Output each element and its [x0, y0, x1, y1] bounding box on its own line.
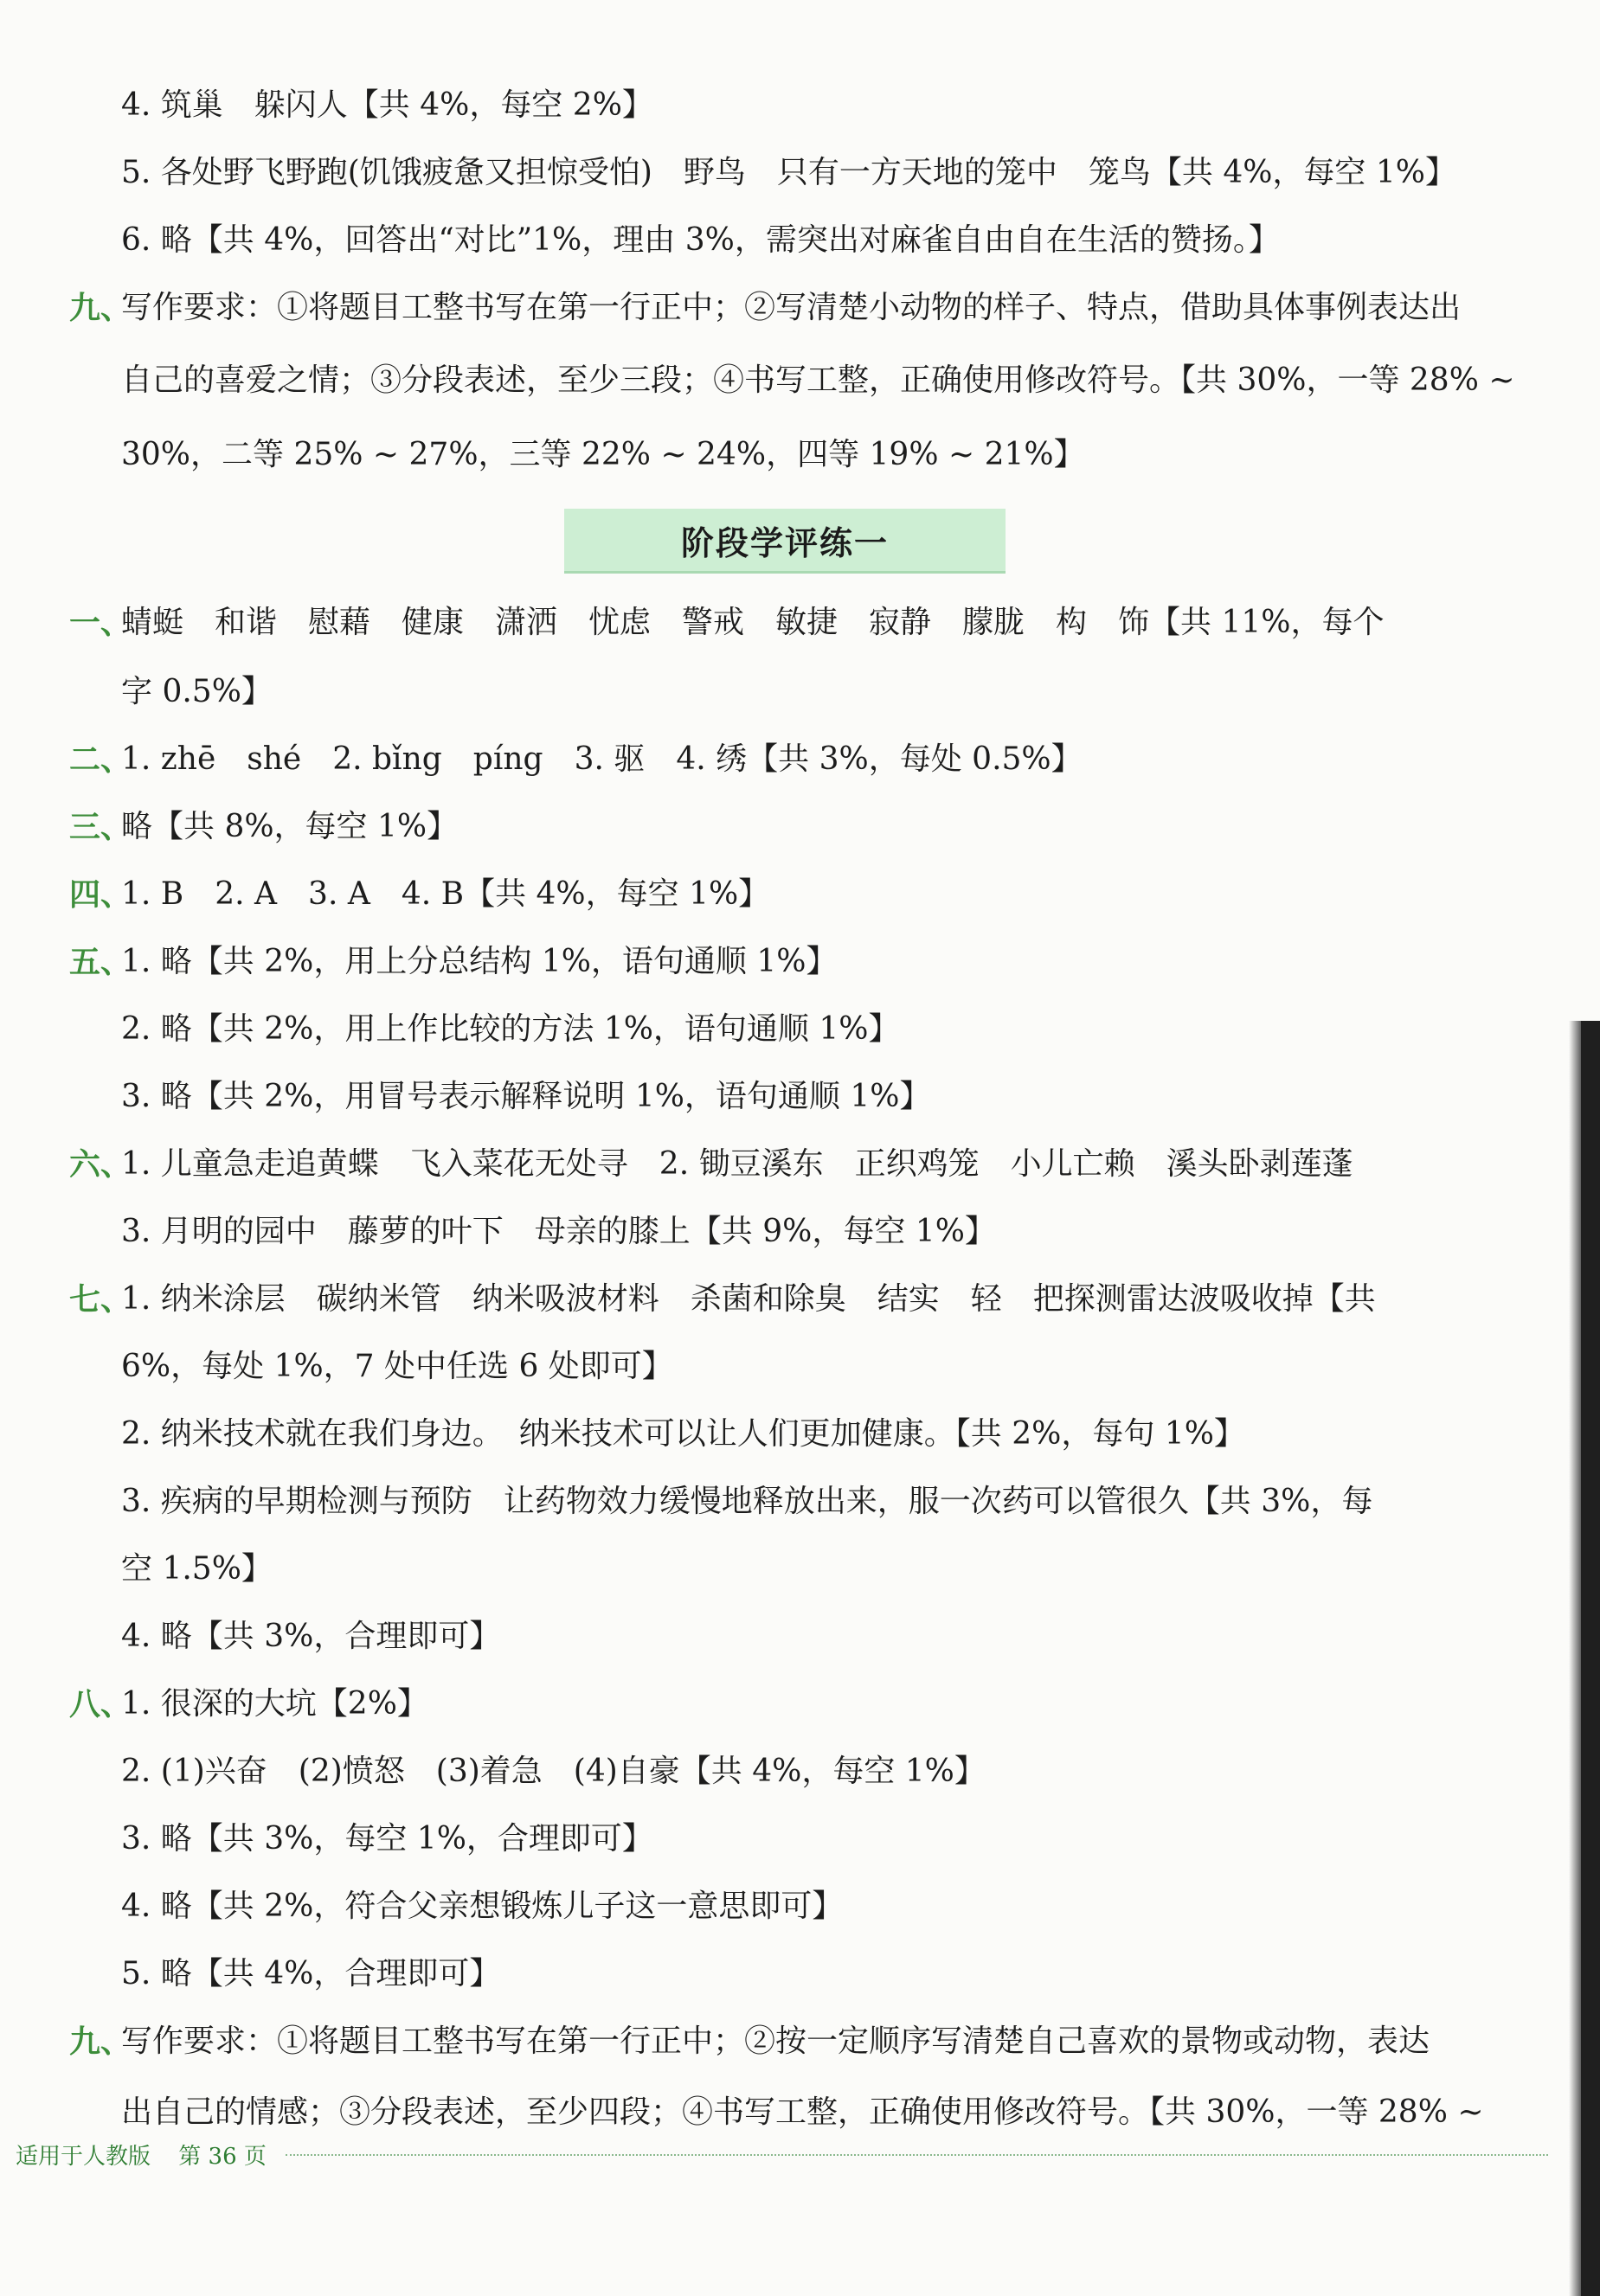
answer-text: 4. 略【共 2%，符合父亲想锻炼儿子这一意思即可】: [121, 1889, 844, 1924]
question-number: 九、: [69, 2023, 132, 2060]
answer-text: 出自己的情感；③分段表述，至少四段；④书写工整，正确使用修改符号。【共 30%，一等 28% ~: [121, 2094, 1484, 2130]
page-number: 第 36 页: [178, 2144, 267, 2170]
question-number: 五、: [69, 944, 132, 980]
answer-text: 4. 筑巢 躲闪人【共 4%，每空 2%】: [121, 87, 653, 123]
edition-label: 适用于人教版: [16, 2144, 151, 2170]
answer-text: 3. 疾病的早期检测与预防 让药物效力缓慢地释放出来，服一次药可以管很久【共 3%，每: [121, 1484, 1373, 1519]
answer-text: 6. 略【共 4%，回答出“对比”1%，理由 3%，需突出对麻雀自由自在生活的赞扬。】: [121, 222, 1280, 258]
answer-text: 2. 纳米技术就在我们身边。 纳米技术可以让人们更加健康。【共 2%，每句 1%】: [121, 1416, 1245, 1452]
answer-text: 1. B 2. A 3. A 4. B【共 4%，每空 1%】: [121, 876, 770, 912]
scan-edge-shadow: [1569, 1021, 1581, 2296]
answer-text: 30%，二等 25% ~ 27%，三等 22% ~ 24%，四等 19% ~ 21%】: [121, 437, 1085, 472]
question-number: 七、: [69, 1281, 132, 1318]
answer-text: 写作要求：①将题目工整书写在第一行正中；②按一定顺序写清楚自己喜欢的景物或动物，表达: [121, 2023, 1430, 2059]
answer-text: 6%，每处 1%，7 处中任选 6 处即可】: [121, 1349, 673, 1384]
question-number: 二、: [69, 741, 132, 778]
section-title: 阶段学评练一: [564, 509, 1006, 574]
answer-text: 3. 月明的园中 藤萝的叶下 母亲的膝上【共 9%，每空 1%】: [121, 1214, 996, 1249]
answer-text: 写作要求：①将题目工整书写在第一行正中；②写清楚小动物的样子、特点，借助具体事例表达出: [121, 290, 1462, 325]
answer-text: 5. 各处野飞野跑(饥饿疲惫又担惊受怕) 野鸟 只有一方天地的笼中 笼鸟【共 4%，每空 1%】: [121, 155, 1456, 190]
question-number: 四、: [69, 876, 132, 913]
answer-text: 蜻蜓 和谐 慰藉 健康 潇洒 忧虑 警戒 敏捷 寂静 朦胧 构 饰【共 11%，每个: [121, 605, 1385, 640]
answer-text: 1. 略【共 2%，用上分总结构 1%，语句通顺 1%】: [121, 944, 838, 979]
answer-text: 2. (1)兴奋 (2)愤怒 (3)着急 (4)自豪【共 4%，每空 1%】: [121, 1754, 986, 1789]
answer-text: 2. 略【共 2%，用上作比较的方法 1%，语句通顺 1%】: [121, 1011, 900, 1047]
question-number: 三、: [69, 809, 132, 845]
answer-text: 4. 略【共 3%，合理即可】: [121, 1619, 501, 1654]
page-footer: [16, 2139, 267, 2171]
answer-text: 3. 略【共 3%，每空 1%，合理即可】: [121, 1821, 653, 1857]
answer-text: 1. 儿童急走追黄蝶 飞入菜花无处寻 2. 锄豆溪东 正织鸡笼 小儿亡赖 溪头卧剥莲蓬: [121, 1146, 1353, 1182]
answer-text: 空 1.5%】: [121, 1551, 273, 1587]
answer-text: 自己的喜爱之情；③分段表述，至少三段；④书写工整，正确使用修改符号。【共 30%，一等 28% ~: [121, 362, 1515, 398]
answer-text: 1. 很深的大坑【2%】: [121, 1686, 428, 1722]
answer-text: 1. 纳米涂层 碳纳米管 纳米吸波材料 杀菌和除臭 结实 轻 把探测雷达波吸收掉【共: [121, 1281, 1376, 1317]
answer-text: 5. 略【共 4%，合理即可】: [121, 1956, 501, 1991]
answer-text: 3. 略【共 2%，用冒号表示解释说明 1%，语句通顺 1%】: [121, 1079, 931, 1114]
answer-text: 字 0.5%】: [121, 674, 273, 709]
scan-edge: [1581, 1021, 1600, 2296]
question-number: 一、: [69, 605, 132, 641]
answer-text: 略【共 8%，每空 1%】: [121, 809, 459, 844]
answer-text: 1. zhē shé 2. bǐng píng 3. 驱 4. 绣【共 3%，每处 0.5%】: [121, 741, 1083, 777]
question-number: 九、: [69, 290, 132, 326]
question-number: 八、: [69, 1686, 132, 1722]
footer-divider: [286, 2154, 1548, 2156]
question-number: 六、: [69, 1146, 132, 1183]
